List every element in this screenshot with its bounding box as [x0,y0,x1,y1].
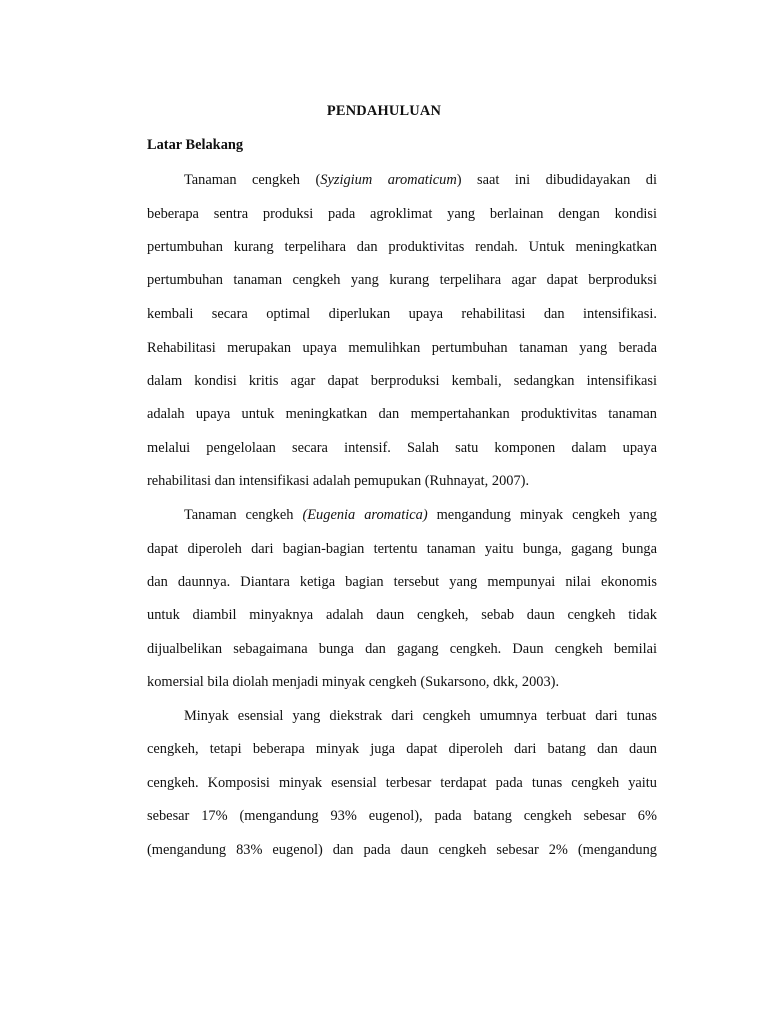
text-line: beberapa sentra produksi pada agroklimat yang berlainan dengan kondisi [147,206,657,222]
text-line: adalah upaya untuk meningkatkan dan mempertahankan produktivitas tanaman [147,406,657,422]
text-line: untuk diambil minyaknya adalah daun cengkeh, sebab daun cengkeh tidak [147,607,657,623]
text-line: cengkeh. Komposisi minyak esensial terbesar terdapat pada tunas cengkeh yaitu [147,775,657,791]
text-line: dalam kondisi kritis agar dapat berproduksi kembali, sedangkan intensifikasi [147,373,657,389]
text-line: dijualbelikan sebagaimana bunga dan gagang cengkeh. Daun cengkeh bemilai [147,641,657,657]
text-line: kembali secara optimal diperlukan upaya rehabilitasi dan intensifikasi. [147,306,657,322]
text-line: melalui pengelolaan secara intensif. Salah satu komponen dalam upaya [147,440,657,456]
text-line: pertumbuhan kurang terpelihara dan produktivitas rendah. Untuk meningkatkan [147,239,657,255]
page-title: PENDAHULUAN [326,103,442,119]
text-line: Tanaman cengkeh (Syzigium aromaticum) saat ini dibudidayakan di [184,172,658,188]
text-line: sebesar 17% (mengandung 93% eugenol), pada batang cengkeh sebesar 6% [147,808,657,824]
section-heading: Latar Belakang [147,137,244,153]
text-line: (mengandung 83% eugenol) dan pada daun cengkeh sebesar 2% (mengandung [147,842,657,858]
text-line: Rehabilitasi merupakan upaya memulihkan pertumbuhan tanaman yang berada [147,340,657,356]
text-line: komersial bila diolah menjadi minyak cengkeh (Sukarsono, dkk, 2003). [147,674,560,690]
text-line: pertumbuhan tanaman cengkeh yang kurang terpelihara agar dapat berproduksi [147,272,657,288]
text-line: rehabilitasi dan intensifikasi adalah pemupukan (Ruhnayat, 2007). [147,473,530,489]
text-line: dapat diperoleh dari bagian-bagian tertentu tanaman yaitu bunga, gagang bunga [147,541,657,557]
text-line: dan daunnya. Diantara ketiga bagian tersebut yang mempunyai nilai ekonomis [147,574,657,590]
text-line: Tanaman cengkeh (Eugenia aromatica) mengandung minyak cengkeh yang [184,507,658,523]
text-line: cengkeh, tetapi beberapa minyak juga dapat diperoleh dari batang dan daun [147,741,657,757]
text-line: Minyak esensial yang diekstrak dari cengkeh umumnya terbuat dari tunas [184,708,657,724]
